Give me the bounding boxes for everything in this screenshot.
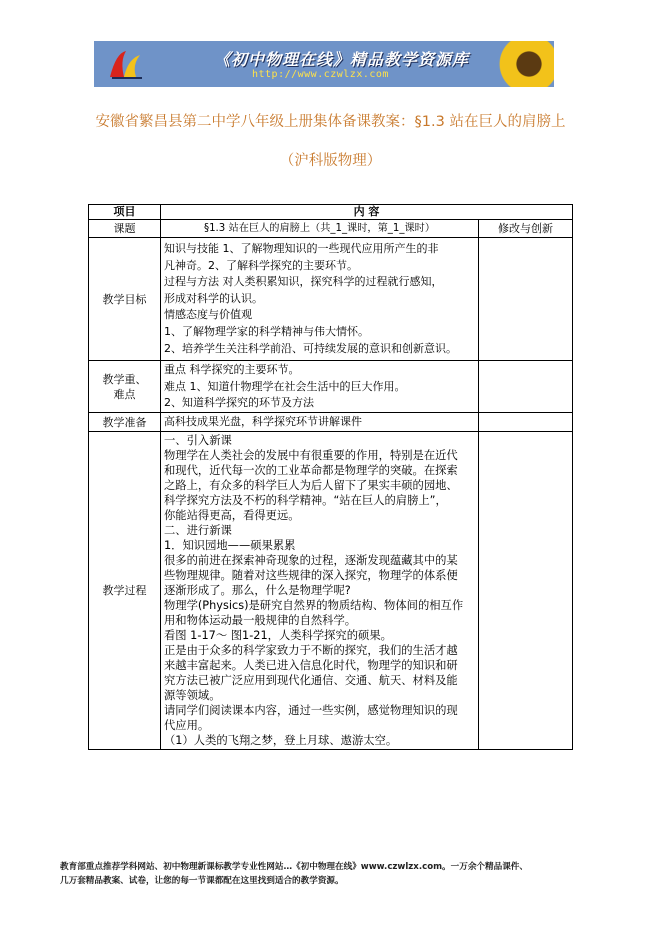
process-line: 些物理规律。随着对这些规律的深入探究，物理学的体系便 [164,569,458,583]
process-line: 和现代，近代每一次的工业革命都是物理学的突破。在探索 [164,464,458,478]
process-line: 物理学(Physics)是研究自然界的物质结构、物体间的相互作 [164,599,464,613]
header-item: 项目 [89,205,161,220]
site-logo-icon [106,47,146,81]
keypoints-modify-cell [479,361,573,413]
footer-line: 几万套精品教案、试卷，让您的每一节课都配在这里找到适合的教学资源。 [60,876,344,886]
process-line: 逐渐形成了。那么，什么是物理学呢? [164,584,351,598]
header-content: 内 容 [161,205,573,220]
process-line: 请同学们阅读课本内容，通过一些实例，感觉物理知识的现 [164,704,458,718]
process-line: 一、引入新课 [164,434,232,448]
process-line: 来越丰富起来。人类已进入信息化时代，物理学的知识和研 [164,659,458,673]
goals-modify-cell [479,238,573,361]
header-banner [94,41,554,87]
page-subtitle: （沪科版物理） [279,153,382,169]
process-line: 代应用。 [164,719,210,733]
goals-content [161,238,479,361]
keypoints-line: 难点 1、知道什物理学在社会生活中的巨大作用。 [164,379,406,393]
keypoints-line: 2、知道科学探究的环节及方法 [164,395,314,409]
topic-label: 课题 [89,220,161,238]
keypoints-label-line: 难点 [113,387,136,401]
process-content [161,432,479,750]
process-line: 源等领域。 [164,689,221,703]
goals-line: 知识与技能 1、了解物理知识的一些现代应用所产生的非 [164,242,439,255]
page-title: 安徽省繁昌县第二中学八年级上册集体备课教案：§1.3 站在巨人的肩膀上 [95,114,566,130]
keypoints-content [161,361,479,413]
banner-title: 《初中物理在线》精品教学资源库 [214,50,470,69]
process-line: 科学探究方法及不朽的科学精神。“站在巨人的肩膀上”， [164,494,447,508]
sunflower-image [496,41,554,87]
process-line: 究方法已被广泛应用到现代化通信、交通、航天、材料及能 [164,674,458,688]
goals-label: 教学目标 [89,238,161,361]
process-line: 之路上，有众多的科学巨人为后人留下了果实丰硕的园地、 [164,479,458,493]
process-modify-cell [479,432,573,750]
page-footer [60,860,620,888]
prep-label: 教学准备 [89,413,161,432]
goals-line: 过程与方法 对人类积累知识，探究科学的过程就行感知， [164,275,443,289]
process-line: 看图 1-17～ 图1-21，人类科学探究的硕果。 [164,629,392,643]
footer-line: 教育部重点推荐学科网站、初中物理新课标教学专业性网站…《初中物理在线》www.czwlzx.com。一万余个精品课件、 [60,862,528,872]
topic-content: §1.3 站在巨人的肩膀上（共_1_课时，第_1_课时） [161,220,479,238]
prep-row [89,413,573,432]
prep-content: 高科技成果光盘，科学探究环节讲解课件 [161,413,479,432]
goals-line: 情感态度与价值观 [164,308,252,322]
process-label: 教学过程 [89,432,161,750]
goals-line: 形成对科学的认识。 [164,291,263,305]
topic-row [89,220,573,238]
process-line: 你能站得更高，看得更远。 [164,509,300,523]
banner-url[interactable]: http://www.czwlzx.com [252,69,389,80]
keypoints-line: 重点 科学探究的主要环节。 [164,363,300,377]
modify-label: 修改与创新 [479,220,573,238]
goals-line: 2、培养学生关注科学前沿、可持续发展的意识和创新意识。 [164,341,457,355]
prep-modify-cell [479,413,573,432]
process-line: 物理学在人类社会的发展中有很重要的作用，特别是在近代 [164,449,458,463]
process-line: 很多的前进在探索神奇现象的过程，逐渐发现蕴藏其中的某 [164,554,458,568]
process-line: 1．知识园地——硕果累累 [164,539,296,553]
goals-line: 1、了解物理学家的科学精神与伟大情怀。 [164,324,369,338]
goals-row [89,238,573,361]
keypoints-row [89,361,573,413]
table-header-row [89,205,573,220]
keypoints-label-line: 教学重、 [102,372,147,386]
lesson-plan-table [88,204,573,750]
process-line: 正是由于众多的科学家致力于不断的探究，我们的生活才越 [164,644,458,658]
process-line: 用和物体运动最一般规律的自然科学。 [164,614,357,628]
process-line: （1）人类的飞翔之梦，登上月球、遨游太空。 [164,734,398,748]
process-row [89,432,573,750]
process-line: 二、进行新课 [164,524,232,538]
keypoints-label [89,361,161,413]
goals-line: 凡神奇。2、了解科学探究的主要环节。 [164,258,358,272]
